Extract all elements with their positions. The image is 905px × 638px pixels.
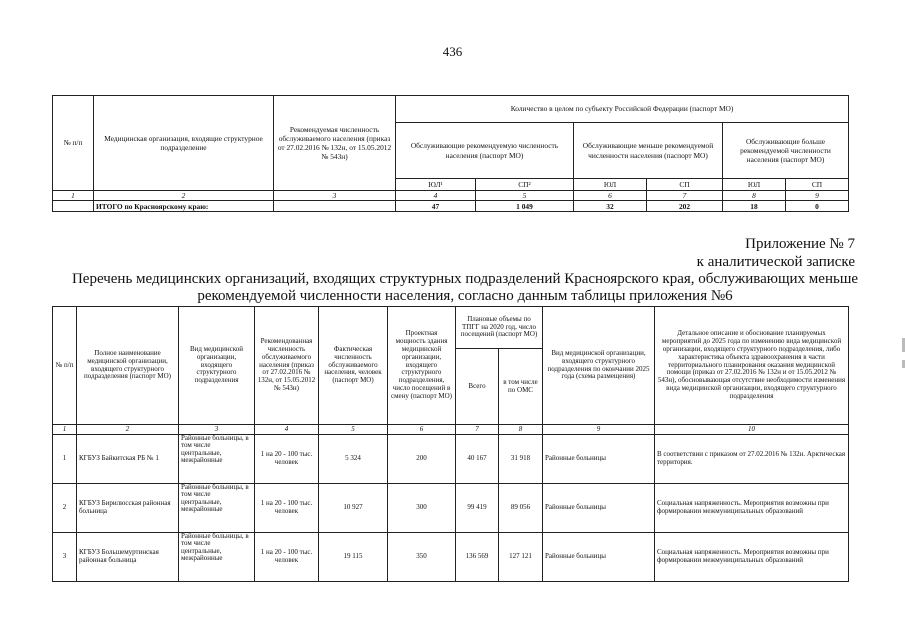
appendix-title: Приложение № 7 <box>745 236 855 252</box>
col-header-volumes: Плановые объемы по ТПГГ на 2020 год, число посещений (паспорт МО) <box>456 307 543 349</box>
index-cell: 3 <box>179 425 255 435</box>
total-num-cell <box>53 201 94 212</box>
total-value: 1 049 <box>476 201 574 212</box>
total-recommended-cell <box>274 201 396 212</box>
col-header-group-more: Обслуживающие больше рекомендуемой численности населения (паспорт МО) <box>723 123 849 179</box>
row-capacity: 350 <box>388 533 456 582</box>
col-header-capacity: Проектная мощность здания медицинской организации, входящего структурного подразделения, число посещений в смену (паспорт МО) <box>388 307 456 425</box>
row-description: В соответствии с приказом от 27.02.2016 № 132н. Арктическая территория. <box>655 435 849 484</box>
total-label: ИТОГО по Красноярскому краю: <box>94 201 274 212</box>
row-actual: 10 927 <box>319 484 388 533</box>
index-cell: 5 <box>319 425 388 435</box>
sub-header: СП <box>786 179 849 191</box>
index-cell: 10 <box>655 425 849 435</box>
col-header-kind: Вид медицинской организации, входящего структурного подразделения <box>179 307 255 425</box>
row-recommended: 1 на 20 - 100 тыс. человек <box>255 484 319 533</box>
col-header-quantity-total: Количество в целом по субъекту Российской Федерации (паспорт МО) <box>396 96 849 123</box>
appendix-subtitle: к аналитической записке <box>696 254 855 270</box>
index-cell: 8 <box>499 425 543 435</box>
row-total: 99 419 <box>456 484 499 533</box>
table-row <box>53 533 849 582</box>
row-capacity: 300 <box>388 484 456 533</box>
index-cell: 9 <box>543 425 655 435</box>
index-cell: 1 <box>53 425 77 435</box>
total-value: 18 <box>723 201 786 212</box>
row-name: КГБУЗ Байкитская РБ № 1 <box>77 435 179 484</box>
col-header-recommended: Рекомендуемая численность обслуживаемого населения (приказ от 27.02.2016 № 132н, от 15.05.2012 № 543н) <box>274 96 396 191</box>
sub-header: ЮЛ <box>723 179 786 191</box>
index-cell: 2 <box>77 425 179 435</box>
row-num: 1 <box>53 435 77 484</box>
sub-header: ЮЛ¹ <box>396 179 476 191</box>
sub-header: СП <box>647 179 723 191</box>
total-value: 0 <box>786 201 849 212</box>
row-kind-2025: Районные больницы <box>543 435 655 484</box>
row-recommended: 1 на 20 - 100 тыс. человек <box>255 533 319 582</box>
index-cell: 3 <box>274 191 396 201</box>
col-header-description: Детальное описание и обоснование планируемых мероприятий до 2025 года по изменению вида медицинской организации, входящего структурного подразделения, либо характеристика объекта здравоохранения в части территориального планирования оказания медицинской помощи (приказ от 27.02.2016 № 132н и от 15.05.2012 № 543н), обосновывающая отсутствие необходимости изменения вида медицинской организации, входящего структурного подразделения <box>655 307 849 425</box>
row-kind-2025: Районные больницы <box>543 484 655 533</box>
sub-header: СП² <box>476 179 574 191</box>
col-header-full-name: Полное наименование медицинской организации, входящего структурного подразделения (паспорт МО) <box>77 307 179 425</box>
col-header-group-equal: Обслуживающие рекомендуемую численность населения (паспорт МО) <box>396 123 574 179</box>
row-kind: Районные больницы, в том числе центральные, межрайонные <box>179 484 255 533</box>
organizations-table <box>52 306 849 582</box>
col-header-oms: в том числе по ОМС <box>499 349 543 425</box>
total-row <box>53 201 849 212</box>
col-header-actual: Фактическая численность обслуживаемого населения, человек (паспорт МО) <box>319 307 388 425</box>
index-row <box>53 191 849 201</box>
row-kind: Районные больницы, в том числе центральные, межрайонные <box>179 533 255 582</box>
row-kind: Районные больницы, в том числе центральные, межрайонные <box>179 435 255 484</box>
row-total: 40 167 <box>456 435 499 484</box>
index-cell: 4 <box>396 191 476 201</box>
total-value: 202 <box>647 201 723 212</box>
row-oms: 89 056 <box>499 484 543 533</box>
col-header-org: Медицинская организация, входящие структурное подразделение <box>94 96 274 191</box>
index-cell: 1 <box>53 191 94 201</box>
index-cell: 8 <box>723 191 786 201</box>
sub-header: ЮЛ <box>574 179 647 191</box>
row-oms: 31 918 <box>499 435 543 484</box>
col-header-group-less: Обслуживающие меньше рекомендуемой численности населения (паспорт МО) <box>574 123 723 179</box>
row-actual: 5 324 <box>319 435 388 484</box>
row-name: КГБУЗ Большемуртинская районная больница <box>77 533 179 582</box>
index-cell: 2 <box>94 191 274 201</box>
index-cell: 4 <box>255 425 319 435</box>
row-name: КГБУЗ Бирилюсская районная больница <box>77 484 179 533</box>
row-recommended: 1 на 20 - 100 тыс. человек <box>255 435 319 484</box>
col-header-kind-2025: Вид медицинской организации, входящего структурного подразделения по окончании 2025 года (схема размещения) <box>543 307 655 425</box>
summary-table <box>52 95 849 212</box>
index-cell: 6 <box>574 191 647 201</box>
col-header-num: № п/п <box>53 307 77 425</box>
col-header-num: № п/п <box>53 96 94 191</box>
total-value: 47 <box>396 201 476 212</box>
row-num: 3 <box>53 533 77 582</box>
row-kind-2025: Районные больницы <box>543 533 655 582</box>
table-row <box>53 484 849 533</box>
index-cell: 6 <box>388 425 456 435</box>
index-cell: 5 <box>476 191 574 201</box>
index-cell: 9 <box>786 191 849 201</box>
index-cell: 7 <box>647 191 723 201</box>
row-capacity: 200 <box>388 435 456 484</box>
index-row <box>53 425 849 435</box>
row-total: 136 569 <box>456 533 499 582</box>
row-description: Социальная напряженность. Мероприятия возможны при формировании межмуниципальных образований <box>655 484 849 533</box>
table-row <box>53 435 849 484</box>
row-actual: 19 115 <box>319 533 388 582</box>
col-header-total: Всего <box>456 349 499 425</box>
page-number: 436 <box>442 44 463 59</box>
row-oms: 127 121 <box>499 533 543 582</box>
row-description: Социальная напряженность. Мероприятия возможны при формировании межмуниципальных образований <box>655 533 849 582</box>
total-value: 32 <box>574 201 647 212</box>
list-title: Перечень медицинских организаций, входящих структурных подразделений Красноярского края, обслуживающих меньше рекомендуемой численности населения, согласно данным таблицы приложения №6 <box>71 271 859 304</box>
row-num: 2 <box>53 484 77 533</box>
index-cell: 7 <box>456 425 499 435</box>
col-header-recommended: Рекомендованная численность обслуживаемого населения (приказ от 27.02.2016 № 132н, от 15.05.2012 № 543н) <box>255 307 319 425</box>
